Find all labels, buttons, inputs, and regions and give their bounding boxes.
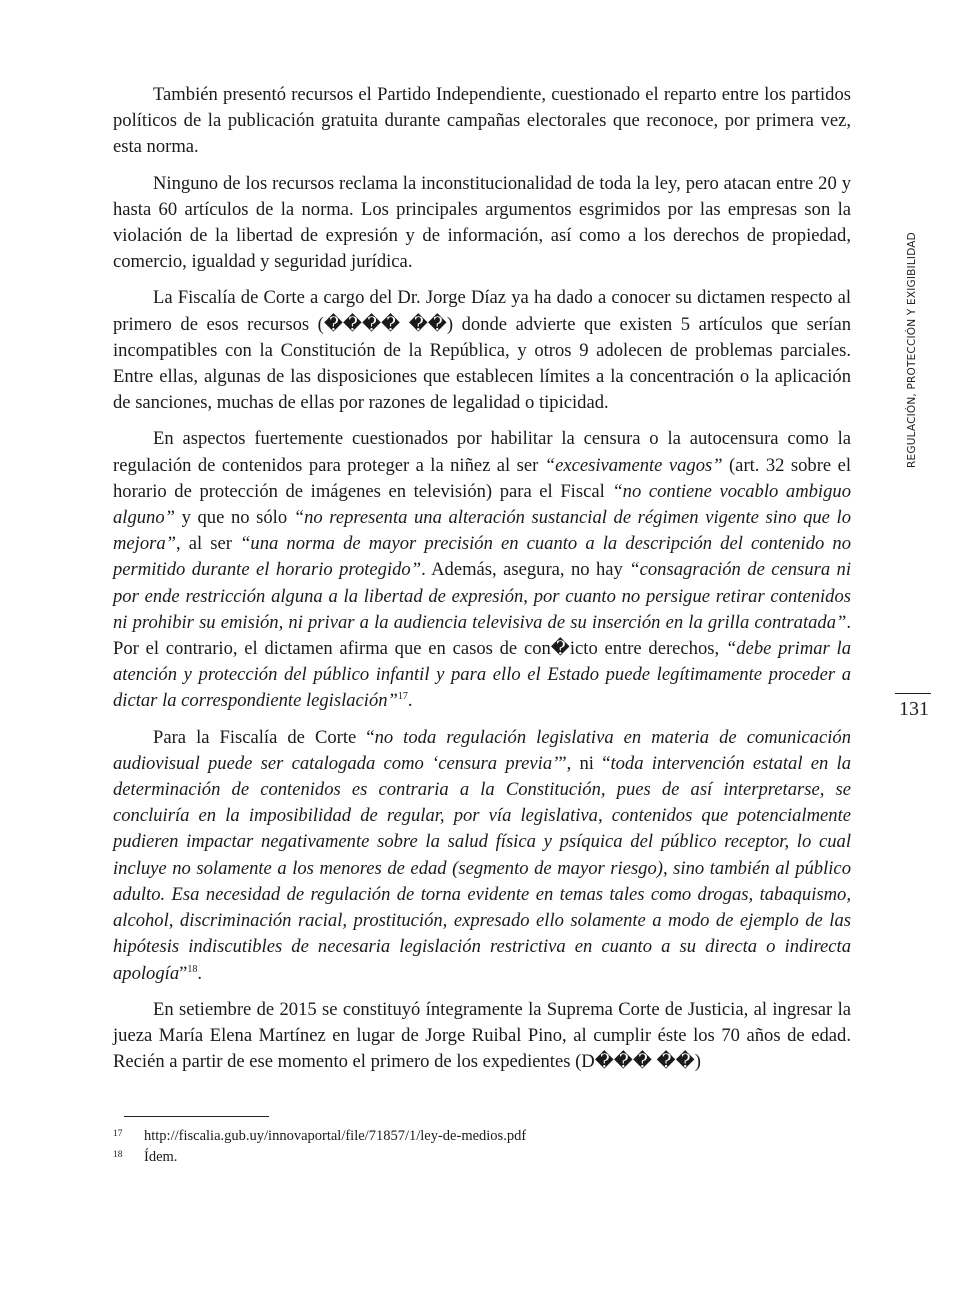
text-run: ”, ni “ (558, 752, 611, 774)
footnote-number: 17 (113, 1129, 123, 1139)
running-header: REGULACIÓN, PROTECCIÓN Y EXIGIBILIDAD (906, 232, 918, 468)
quote-run: “no representa una alteración sustancial de régimen vigente sino que lo mejora” (113, 507, 851, 555)
paragraph-3: La Fiscalía de Corte a cargo del Dr. Jorge Díaz ya ha dado a conocer su dictamen respecto al primero de esos recursos (���� ��) donde advierte que existen 5 artículos que serían incompatibles con la Constitución de la República, y otros 9 adolecen de problemas parciales. Entre ellas, algunas de las disposiciones que establecen límites a la concentración o la aplicación de sanciones, muchas de ellas por razones de legalidad o tipicidad. (113, 287, 851, 414)
text-run: , al ser (176, 533, 241, 555)
footnote-ref-18[interactable]: 18 (187, 963, 198, 975)
text-run: . (407, 690, 413, 712)
footnote-17 (113, 1126, 813, 1147)
footnote-separator (124, 1116, 269, 1117)
quote-run: “consagración de censura ni por ende restricción alguna a la libertad de expresión, por cuanto no persigue retirar contenidos ni prohibir su emisión, ni privar a la audiencia televisiva de su inserción en la grilla contratada” (113, 559, 852, 633)
quote-run: “excesivamente vagos” (544, 454, 723, 476)
footnote-link[interactable]: http://fiscalia.gub.uy/innovaportal/file/71857/1/ley-de-medios.pdf (144, 1128, 527, 1144)
page-number: 131 (899, 698, 929, 720)
paragraph-4 (113, 426, 851, 714)
paragraph-1: También presentó recursos el Partido Independiente, cuestionado el reparto entre los partidos políticos de la publicación gratuita durante campañas electorales que reconoce, por primera vez, esta norma. (113, 84, 851, 158)
text-run: En aspectos fuertemente cuestionados por habilitar la censura o la autocensura como la regulación de contenidos para proteger a la niñez al ser (113, 428, 851, 476)
text-run: . Por el contrario, el dictamen afirma que en casos de con�icto entre derechos, (113, 611, 851, 660)
page-number-rule (895, 693, 931, 694)
quote-run: “no contiene vocablo ambiguo alguno” (113, 480, 851, 529)
body-text (113, 82, 851, 1085)
quote-run: toda intervención estatal en la determinación de contenidos es contraria a la Constitución, pues de así interpretarse, se concluiría en la imposibilidad de regular, por vía legislativa, contenidos que potencialmente pudieren impactar negativamente sobre la salud física y psíquica del público receptor, lo cual incluye no solamente a los menores de edad (segmento de mayor riesgo), sino también al público adulto. Esa necesidad de regulación de torna evidente en temas tales como drogas, tabaquismo, alcohol, discriminación racial, prostitución, expresado ello solamente a modo de ejemplo de las hipótesis indiscutibles de necesaria legislación restrictiva en cuanto a su directa o indirecta apología (113, 752, 851, 984)
quote-run: “debe primar la atención y protección del público infantil y para ello el Estado puede legítimamente proceder a dictar la correspondiente legislación” (113, 638, 852, 712)
quote-run: “una norma de mayor precisión en cuanto a la descripción del contenido no permitido durante el horario protegido” (113, 533, 851, 581)
text-run: Para la Fiscalía de Corte “ (153, 726, 375, 748)
footnotes (113, 1126, 813, 1168)
paragraph-2: Ninguno de los recursos reclama la inconstitucionalidad de toda la ley, pero atacan entre 20 y hasta 60 artículos de la norma. Los principales argumentos esgrimidos por las empresas son la violación de la libertad de expresión y de información, así como a los derechos de propiedad, comercio, igualdad y seguridad jurídica. (113, 172, 851, 273)
text-run: . (197, 962, 203, 984)
text-run: (art. 32 sobre el horario de protección de imágenes en televisión) para el Fiscal (113, 454, 851, 502)
paragraph-6: En setiembre de 2015 se constituyó íntegramente la Suprema Corte de Justicia, al ingresar la jueza María Elena Martínez en lugar de Jorge Ruibal Pino, al cumplir éste los 70 años de edad. Recién a partir de ese momento el primero de los expedientes (D��� ��) (113, 998, 851, 1073)
footnote-18 (113, 1147, 813, 1168)
quote-run: no toda regulación legislativa en materia de comunicación audiovisual puede ser catalogada como ‘censura previa’ (113, 726, 851, 774)
text-run: . Además, asegura, no hay (421, 559, 630, 581)
paragraph-5 (113, 725, 851, 987)
footnote-ref-17[interactable]: 17 (397, 691, 408, 703)
footnote-number: 18 (113, 1150, 123, 1160)
text-run: ” (179, 962, 188, 984)
text-run: y que no sólo (175, 507, 294, 529)
footnote-text: Ídem. (144, 1149, 178, 1165)
